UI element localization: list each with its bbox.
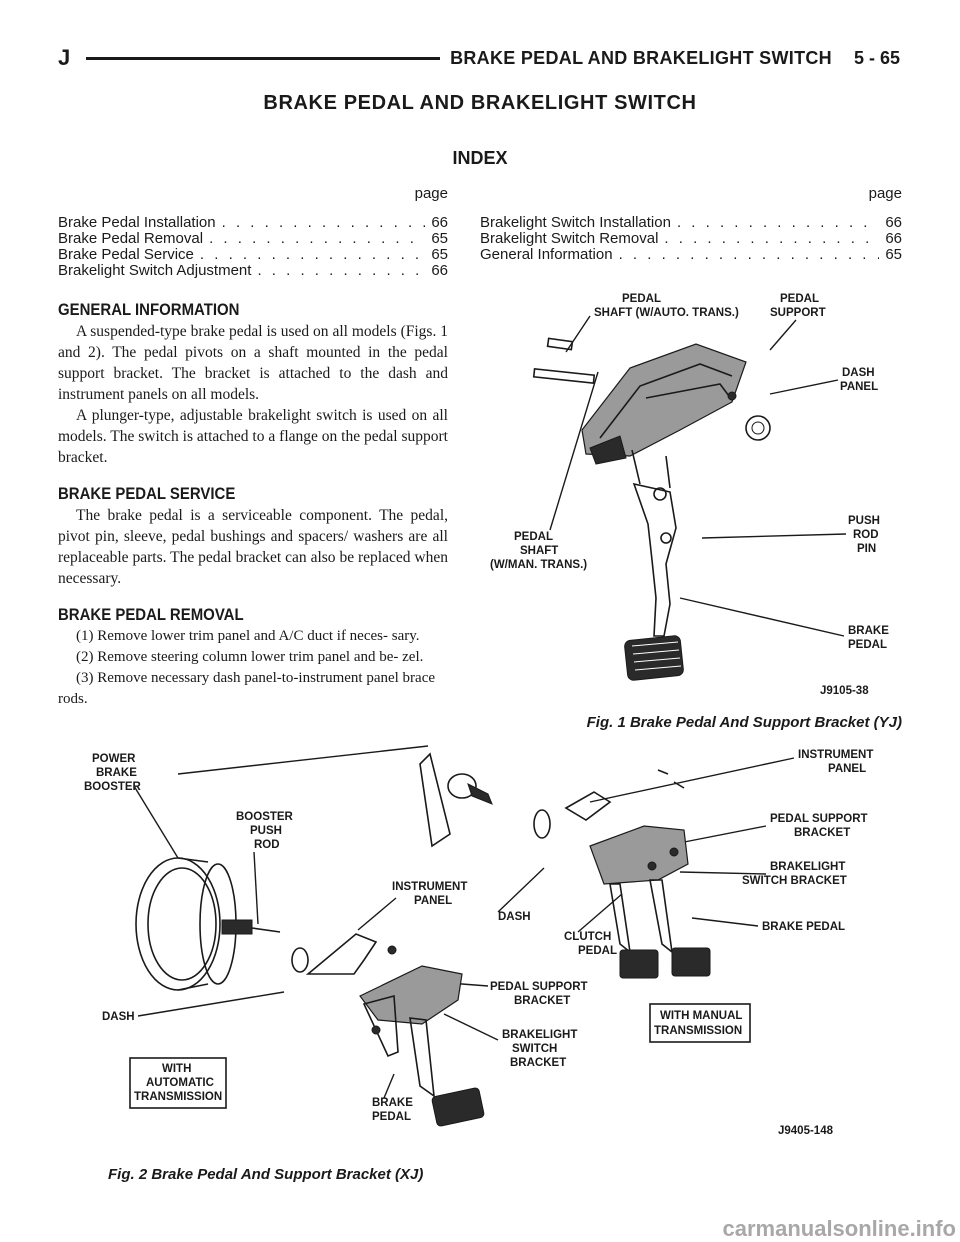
xj-manual-assembly-drawing [534, 770, 710, 978]
procedure-step: (3) Remove necessary dash panel-to-instrument panel brace rods. [58, 670, 436, 707]
note-with-automatic: AUTOMATIC [146, 1077, 214, 1089]
index-entry[interactable] [58, 231, 448, 247]
label-dash: DASH [102, 1011, 135, 1023]
note-with-automatic: WITH [162, 1063, 192, 1075]
yj-pedal-assembly-drawing [534, 338, 770, 680]
label-brake-pedal: PEDAL [372, 1111, 411, 1123]
header-title: BRAKE PEDAL AND BRAKELIGHT SWITCH [450, 47, 832, 68]
paragraph: A plunger-type, adjustable brakelight switch is used on all models. The switch is attached to a flange on the pedal support bracket. [58, 407, 448, 466]
index-entry-page: 66 [885, 230, 902, 247]
label-pedal-shaft-auto: PEDAL [622, 293, 661, 305]
body-text-column [58, 300, 448, 710]
label-power-brake-booster: BOOSTER [84, 781, 141, 793]
index-entry[interactable] [58, 247, 448, 263]
label-pedal-support-bracket: PEDAL SUPPORT [770, 813, 868, 825]
fig1-caption: Fig. 1 Brake Pedal And Support Bracket (YJ) [586, 714, 902, 731]
label-brakelight-switch-bracket: BRACKET [510, 1057, 567, 1069]
index-entry[interactable] [480, 231, 902, 247]
dot-leader [209, 231, 425, 247]
label-brake-pedal: PEDAL [848, 639, 887, 651]
index-entry-title: Brake Pedal Removal [58, 230, 204, 247]
running-header [58, 44, 900, 72]
label-brakelight-switch-bracket: SWITCH BRACKET [742, 875, 847, 887]
label-booster-push-rod: PUSH [250, 825, 282, 837]
section-heading-service: BRAKE PEDAL SERVICE [58, 484, 236, 503]
index-entry-page: 66 [431, 262, 448, 279]
note-with-automatic: TRANSMISSION [134, 1091, 223, 1103]
index-right-column [480, 186, 902, 263]
label-pedal-support-bracket: PEDAL SUPPORT [490, 981, 588, 993]
index-entry-page: 66 [885, 214, 902, 231]
label-brakelight-switch-bracket: BRAKELIGHT [770, 861, 846, 873]
index-entry-title: Brakelight Switch Removal [480, 230, 659, 247]
index-entry-title: Brakelight Switch Adjustment [58, 262, 252, 279]
procedure-step: (2) Remove steering column lower trim panel and be- zel. [76, 649, 424, 665]
dot-leader [677, 215, 879, 231]
index-entry-page: 65 [885, 246, 902, 263]
label-dash-panel: DASH [842, 367, 875, 379]
label-power-brake-booster: BRAKE [96, 767, 137, 779]
section-heading-removal: BRAKE PEDAL REMOVAL [58, 605, 244, 624]
label-clutch-pedal: CLUTCH [564, 931, 612, 943]
page-number: 5 - 65 [853, 47, 900, 68]
watermark: carmanualsonline.info [722, 1216, 956, 1241]
label-dash: DASH [498, 911, 531, 923]
label-push-rod-pin: PUSH [848, 515, 880, 527]
label-pedal-support-bracket: BRACKET [794, 827, 851, 839]
label-instrument-panel: PANEL [828, 763, 867, 775]
label-pedal-support-bracket: BRACKET [514, 995, 571, 1007]
label-booster-push-rod: ROD [254, 839, 280, 851]
index-entry-page: 65 [431, 246, 448, 263]
fig1-illustration [470, 288, 902, 708]
index-entry[interactable] [480, 215, 902, 231]
paragraph: A suspended-type brake pedal is used on all models (Figs. 1 and 2). The pedal pivots on a shaft mounted in the pedal support bracket. The bracket is attached to the dash and instrument panels on all models. [58, 323, 448, 403]
note-with-manual: TRANSMISSION [654, 1025, 743, 1037]
label-booster-push-rod: BOOSTER [236, 811, 293, 823]
header-rule [86, 57, 440, 60]
index-heading: INDEX [452, 148, 508, 168]
dot-leader [619, 247, 880, 263]
label-brake-pedal: BRAKE PEDAL [762, 921, 846, 933]
paragraph: The brake pedal is a serviceable component. The pedal, pivot pin, sleeve, pedal bushings and spacers/ washers are all replaceable parts. The pedal bracket can also be replaced when necessary. [58, 507, 448, 587]
dot-leader [664, 231, 879, 247]
procedure-step: (1) Remove lower trim panel and A/C duct if neces- sary. [76, 628, 420, 644]
label-pedal-support: PEDAL [780, 293, 819, 305]
label-power-brake-booster: POWER [92, 753, 136, 765]
index-entry[interactable] [58, 215, 448, 231]
index-entry-title: Brake Pedal Service [58, 246, 194, 263]
document-title: BRAKE PEDAL AND BRAKELIGHT SWITCH [263, 92, 697, 114]
label-push-rod-pin: ROD [853, 529, 879, 541]
index-entry-title: Brake Pedal Installation [58, 214, 216, 231]
label-instrument-panel: INSTRUMENT [798, 749, 874, 761]
dot-leader [222, 215, 426, 231]
label-pedal-support: SUPPORT [770, 307, 826, 319]
index-entry-title: General Information [480, 246, 613, 263]
index-entry-page: 66 [431, 214, 448, 231]
section-letter: J [58, 45, 71, 70]
page-column-label: page [414, 185, 448, 202]
index-entry-title: Brakelight Switch Installation [480, 214, 671, 231]
index-left-column [58, 186, 448, 279]
fig2-illustration [58, 734, 902, 1162]
label-push-rod-pin: PIN [857, 543, 877, 555]
label-pedal-shaft-man: SHAFT [520, 545, 559, 557]
label-brakelight-switch-bracket: BRAKELIGHT [502, 1029, 578, 1041]
figure-code: J9105-38 [820, 685, 869, 697]
note-with-manual: WITH MANUAL [660, 1010, 743, 1022]
label-pedal-shaft-man: PEDAL [514, 531, 553, 543]
label-instrument-panel: INSTRUMENT [392, 881, 468, 893]
dot-leader [257, 263, 425, 279]
fig2-caption: Fig. 2 Brake Pedal And Support Bracket (XJ) [108, 1166, 424, 1183]
figure-code: J9405-148 [778, 1125, 833, 1137]
index-entry-page: 65 [431, 230, 448, 247]
label-brakelight-switch-bracket: SWITCH [512, 1043, 558, 1055]
label-brake-pedal: BRAKE [372, 1097, 413, 1109]
index-entry[interactable] [480, 247, 902, 263]
label-pedal-shaft-auto: SHAFT (W/AUTO. TRANS.) [594, 307, 739, 319]
section-heading-general: GENERAL INFORMATION [58, 300, 240, 319]
label-instrument-panel: PANEL [414, 895, 453, 907]
index-entry[interactable] [58, 263, 448, 279]
label-brake-pedal: BRAKE [848, 625, 889, 637]
dot-leader [200, 247, 425, 263]
label-dash-panel: PANEL [840, 381, 879, 393]
page-column-label: page [868, 185, 902, 202]
label-clutch-pedal: PEDAL [578, 945, 617, 957]
label-pedal-shaft-man: (W/MAN. TRANS.) [490, 559, 588, 571]
